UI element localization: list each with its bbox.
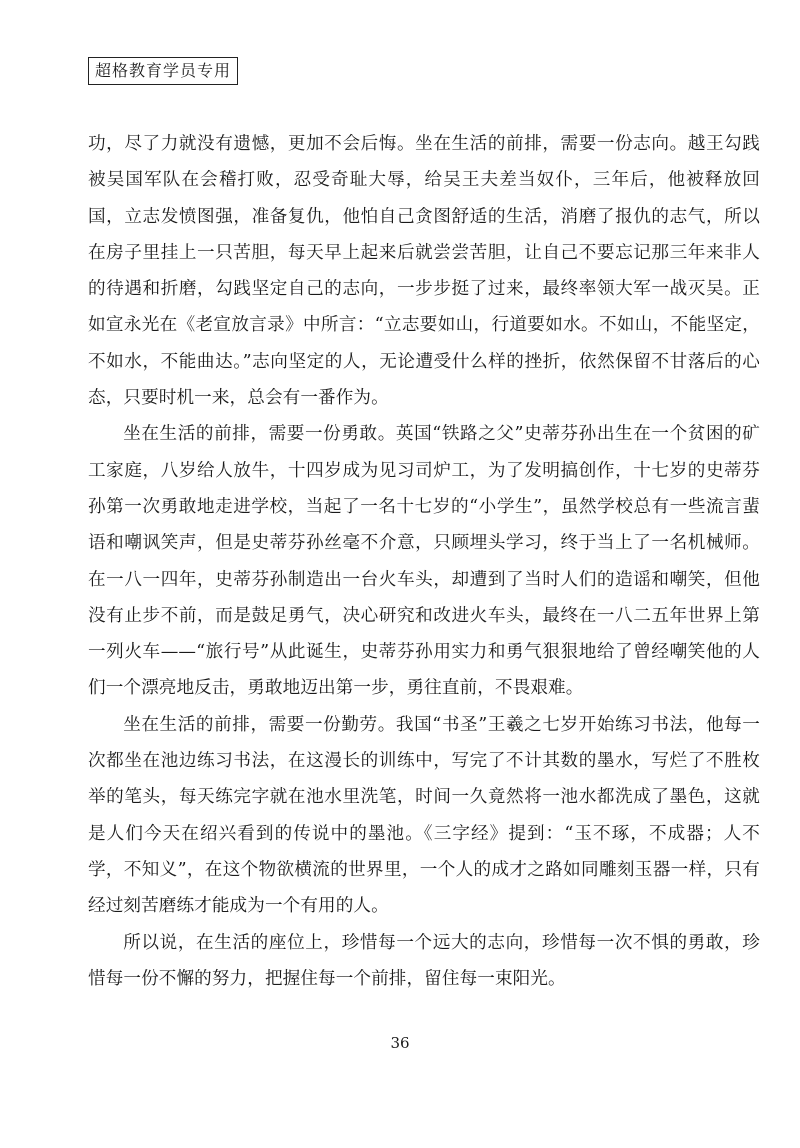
document-body — [88, 126, 760, 997]
page-number: 36 — [390, 1034, 410, 1052]
paragraph-conclusion: 所以说，在生活的座位上，珍惜每一个远大的志向，珍惜每一次不惧的勇敢，珍惜每一份不懈的努力，把握住每一个前排，留住每一束阳光。 — [88, 932, 760, 989]
paragraph-diligence: 坐在生活的前排，需要一份勤劳。我国“书圣”王羲之七岁开始练习书法，他每一次都坐在池边练习书法，在这漫长的训练中，写完了不计其数的墨水，写烂了不胜枚举的笔头，每天练完字就在池水里洗笔，时间一久竟然将一池水都洗成了墨色，这就是人们今天在绍兴看到的传说中的墨池。《三字经》提到：“玉不琢，不成器；人不学，不知义”，在这个物欲横流的世界里，一个人的成才之路如同雕刻玉器一样，只有经过刻苦磨练才能成为一个有用的人。 — [88, 714, 760, 917]
header-stamp: 超格教育学员专用 — [88, 57, 238, 85]
paragraph-courage: 坐在生活的前排，需要一份勇敢。英国“铁路之父”史蒂芬孙出生在一个贫困的矿工家庭，八岁给人放牛，十四岁成为见习司炉工，为了发明搞创作，十七岁的史蒂芬孙第一次勇敢地走进学校，当起了一名十七岁的“小学生”，虽然学校总有一些流言蜚语和嘲讽笑声，但是史蒂芬孙丝毫不介意，只顾埋头学习，终于当上了一名机械师。在一八一四年，史蒂芬孙制造出一台火车头，却遭到了当时人们的造谣和嘲笑，但他没有止步不前，而是鼓足勇气，决心研究和改进火车头，最终在一八二五年世界上第一列火车——“旅行号”从此诞生，史蒂芬孙用实力和勇气狠狠地给了曾经嘲笑他的人们一个漂亮地反击，勇敢地迈出第一步，勇往直前，不畏艰难。 — [88, 424, 760, 699]
paragraph-continuation: 功，尽了力就没有遗憾，更加不会后悔。坐在生活的前排，需要一份志向。越王勾践被吴国军队在会稽打败，忍受奇耻大辱，给吴王夫差当奴仆，三年后，他被释放回国，立志发愤图强，准备复仇，他怕自己贪图舒适的生活，消磨了报仇的志气，所以在房子里挂上一只苦胆，每天早上起来后就尝尝苦胆，让自己不要忘记那三年来非人的待遇和折磨，勾践坚定自己的志向，一步步挺了过来，最终率领大军一战灭吴。正如宣永光在《老宣放言录》中所言：“立志要如山，行道要如水。不如山，不能坚定，不如水，不能曲达。”志向坚定的人，无论遭受什么样的挫折，依然保留不甘落后的心态，只要时机一来，总会有一番作为。 — [88, 134, 760, 409]
